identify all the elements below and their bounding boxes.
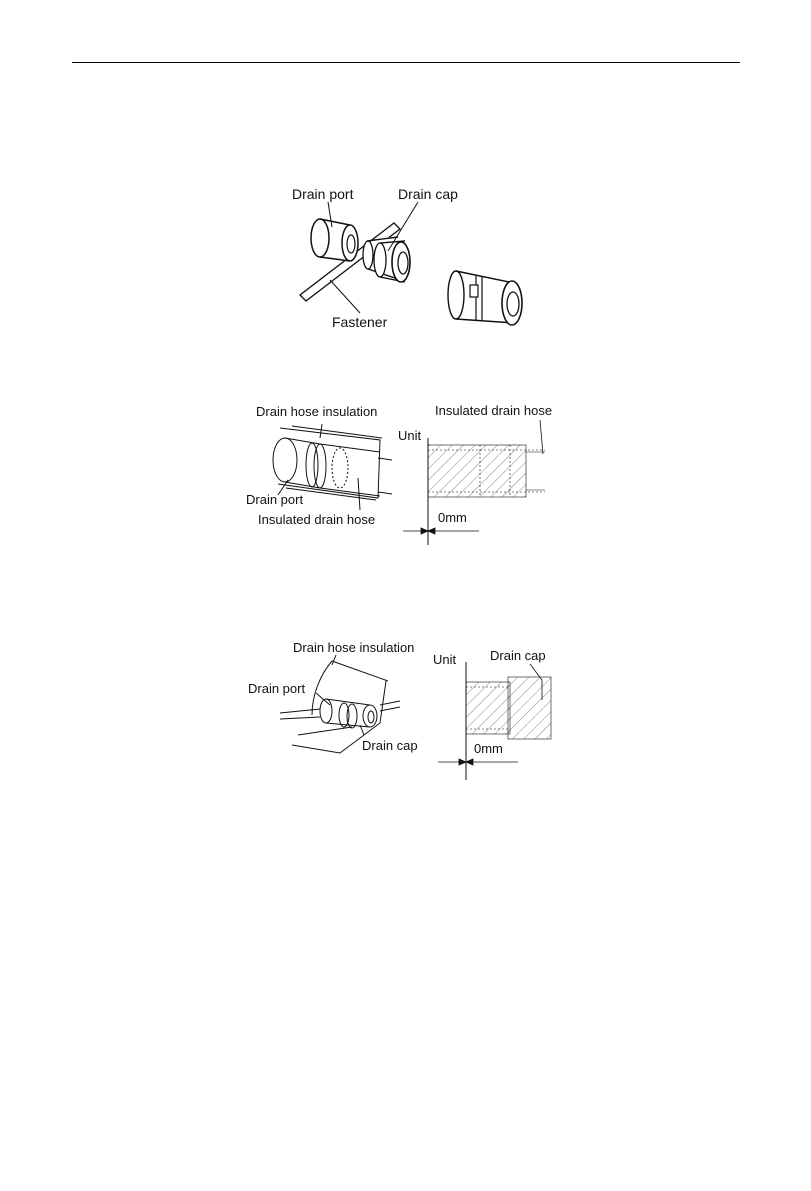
label-hose-insulation: Drain hose insulation — [293, 640, 415, 655]
hatched-cap-section — [466, 682, 510, 734]
leader-insulated-hose — [358, 478, 360, 510]
label-drain-cap: Drain cap — [398, 186, 458, 202]
hose-extension — [378, 458, 392, 494]
assembled-joint — [448, 271, 522, 327]
hatched-cap-end — [508, 677, 551, 739]
dimension-0mm — [438, 759, 518, 765]
figure-3-left-drawing — [240, 635, 440, 765]
label-hose-insulation: Drain hose insulation — [256, 404, 378, 419]
label-drain-cap: Drain cap — [490, 648, 546, 663]
figure-2-left-drawing — [240, 400, 400, 535]
figure-drain-cap-fastening — [270, 175, 560, 340]
leader-hose-insulation — [320, 424, 322, 438]
label-drain-cap: Drain cap — [362, 738, 418, 753]
figure-cap-section — [430, 640, 580, 785]
leader-fastener — [330, 280, 360, 313]
label-gap: 0mm — [474, 741, 503, 756]
leader-hose-insulation — [332, 655, 336, 665]
figure-hose-insulation-wrap — [240, 400, 400, 535]
label-gap: 0mm — [438, 510, 467, 525]
label-insulated-hose: Insulated drain hose — [435, 403, 553, 418]
figure-3-right-drawing — [430, 640, 580, 785]
label-insulated-hose: Insulated drain hose — [258, 512, 376, 527]
hatched-hose-section — [428, 445, 526, 497]
figure-cap-insulation-wrap — [240, 635, 440, 765]
label-drain-port: Drain port — [292, 186, 354, 202]
label-drain-port: Drain port — [246, 492, 304, 507]
header-rule — [72, 62, 740, 63]
dimension-0mm — [403, 528, 479, 534]
leader-insulated-hose — [540, 420, 543, 454]
drain-port-cylinder — [311, 219, 358, 261]
hose-extension — [526, 452, 545, 490]
drain-port-body — [273, 438, 380, 496]
figure-2-right-drawing — [395, 400, 575, 550]
label-unit: Unit — [433, 652, 457, 667]
label-unit: Unit — [398, 428, 422, 443]
label-drain-port: Drain port — [248, 681, 306, 696]
label-fastener: Fastener — [332, 314, 388, 330]
figure-1-drawing — [270, 175, 560, 340]
drain-cap-part — [363, 237, 410, 282]
figure-hose-section — [395, 400, 575, 550]
